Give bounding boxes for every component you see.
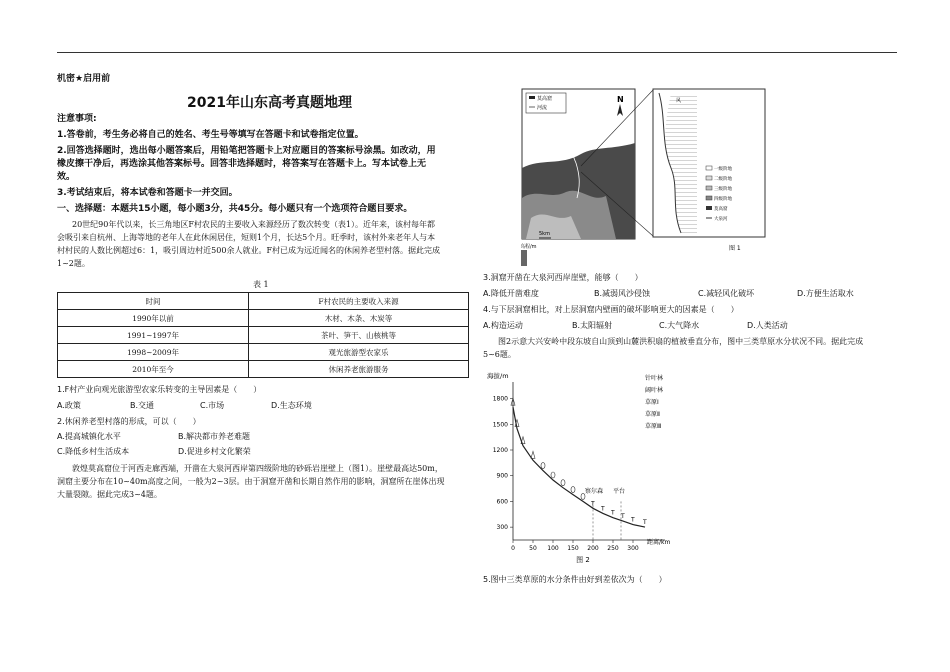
figure1-svg	[521, 88, 767, 268]
figure2-svg	[483, 368, 693, 573]
broadleaf-marker	[571, 487, 575, 493]
conifer-marker	[531, 451, 535, 458]
table-cell: 木材、木条、木炭等	[249, 310, 469, 327]
secret-label: 机密★启用前	[57, 74, 111, 84]
passage3-line1: 图2示意大兴安岭中段东坡自山顶到山麓洪积扇的植被垂直分布，图中三类草原水分状况不同。据此完成	[498, 337, 864, 346]
zoom-legend-label: 四级阶地	[714, 197, 732, 202]
table-header-row	[58, 293, 469, 310]
grassland-marker: T	[631, 516, 635, 524]
note-2c: 效。	[57, 172, 76, 182]
legend-label: 草原Ⅱ	[645, 411, 660, 418]
q3-option-b[interactable]: B.减弱风沙侵蚀	[594, 289, 651, 298]
note-1: 1.答卷前，考生务必将自己的姓名、考生号等填写在答题卡和试卷指定位置。	[57, 130, 364, 140]
chart-title: 图 2	[576, 556, 590, 564]
passage1-line2: 会吸引来自杭州、上海等地的老年人在此休闲居住，短则1个月，长达5个月。旺季时，该村外来老年人与本	[57, 233, 436, 242]
table-cell: 1990年以前	[58, 310, 249, 327]
notes-heading: 注意事项:	[57, 114, 97, 124]
elevation-legend-bar	[521, 250, 527, 266]
zoom-legend-label: 莫高窟	[714, 207, 728, 212]
q4-option-a[interactable]: A.构造运动	[483, 321, 523, 330]
table-cell: 2010年至今	[58, 361, 249, 378]
annotation-label: 平台	[613, 487, 626, 495]
zoom-legend-swatch	[706, 166, 712, 170]
q3-stem: 3.洞窟开凿在大泉河西岸崖壁，能够（ ）	[483, 273, 643, 282]
figure1-caption: 图 1	[729, 245, 741, 252]
x-tick-label: 0	[511, 545, 515, 552]
passage1-line4: 1~2题。	[57, 259, 90, 268]
river-legend-label: 河流	[537, 105, 548, 111]
table-cell: 观光旅游型农家乐	[249, 344, 469, 361]
q1-option-a[interactable]: A.政策	[57, 401, 81, 410]
q4-option-b[interactable]: B.太阳辐射	[572, 321, 613, 330]
grassland-marker: T	[601, 505, 605, 513]
q2-option-b[interactable]: B.解决都市养老难题	[178, 432, 251, 441]
q1-option-d[interactable]: D.生态环境	[271, 401, 312, 410]
elevation-legend-label: 高程/m	[521, 244, 537, 250]
grassland-marker: T	[611, 509, 615, 517]
grotto-legend-label: 莫高窟	[537, 96, 553, 102]
zoom-legend-label: 三级阶地	[714, 187, 732, 192]
q3-option-a[interactable]: A.降低开凿难度	[483, 289, 539, 298]
table-row	[58, 327, 469, 344]
legend-label: 草原Ⅲ	[645, 423, 662, 430]
figure1	[521, 88, 767, 268]
q1-option-b[interactable]: B.交通	[130, 401, 155, 410]
zoom-legend-label: 大泉河	[714, 217, 728, 222]
q5-stem: 5.图中三类草原的水分条件由好到差依次为（ ）	[483, 575, 667, 584]
y-axis-label: 海拔/m	[487, 372, 509, 380]
passage1-line1: 20世纪90年代以来，长三角地区F村农民的主要收入来源经历了数次转变（表1）。近年来，该村每年都	[72, 220, 435, 229]
x-tick-label: 150	[567, 545, 579, 552]
q1-stem: 1.F村产业向观光旅游型农家乐转变的主导因素是（ ）	[57, 385, 262, 394]
grassland-marker: T	[621, 513, 625, 521]
income-table	[57, 292, 469, 378]
grotto-legend-icon	[529, 96, 535, 99]
scale-label: 5km	[539, 231, 550, 237]
zoom-legend-label: 二级阶地	[714, 177, 732, 182]
y-tick-label: 600	[496, 498, 508, 506]
table-cell: 1998~2009年	[58, 344, 249, 361]
q3-option-c[interactable]: C.减轻风化破坏	[698, 289, 755, 298]
y-tick-label: 900	[496, 472, 508, 480]
table-header-income: F村农民的主要收入来源	[249, 293, 469, 310]
y-tick-label: 1200	[492, 447, 508, 454]
table1-caption: 表 1	[253, 280, 269, 289]
x-tick-label: 300	[627, 545, 639, 552]
q4-option-c[interactable]: C.大气降水	[659, 321, 700, 330]
q2-option-c[interactable]: C.降低乡村生活成本	[57, 447, 130, 456]
q2-stem: 2.休闲养老型村落的形成，可以（ ）	[57, 417, 201, 426]
legend-label: 阔叶林	[645, 387, 664, 394]
x-axis-label: 距离/km	[647, 539, 671, 546]
note-2a: 2.回答选择题时，选出每小题答案后，用铅笔把答题卡上对应题目的答案标号涂黑。如改动，用	[57, 146, 436, 156]
y-tick-label: 300	[496, 524, 508, 532]
table-header-time: 时间	[58, 293, 249, 310]
grassland-marker: T	[643, 519, 647, 527]
terrain-profile-line	[513, 407, 645, 527]
q2-option-a[interactable]: A.提高城镇化水平	[57, 432, 121, 441]
passage2-line1: 敦煌莫高窟位于河西走廊西端，开凿在大泉河西岸第四级阶地的砂砾岩崖壁上（图1）。崖壁最高达50m，	[72, 464, 443, 473]
zoom-wind-label: 风	[676, 98, 682, 104]
zoom-legend-swatch	[706, 206, 712, 210]
legend-label: 针叶林	[645, 375, 664, 382]
passage2-line2: 洞窟主要分布在10~40m高度之间，一般为2~3层。由于洞窟开凿和长期自然作用的影响，洞窟所在崖体出现	[57, 477, 445, 486]
passage2-line3: 大量裂隙。据此完成3~4题。	[57, 490, 162, 499]
table-cell: 1991~1997年	[58, 327, 249, 344]
grassland-marker: T	[591, 500, 595, 508]
passage3-line2: 5~6题。	[483, 350, 516, 359]
note-3: 3.考试结束后，将本试卷和答题卡一并交回。	[57, 188, 238, 198]
x-tick-label: 50	[529, 545, 537, 552]
table-row	[58, 361, 469, 378]
table-cell: 休闲养老旅游服务	[249, 361, 469, 378]
annotation-label: 察尔森	[585, 487, 604, 495]
map-wind-label: 风	[569, 146, 575, 152]
q4-option-d[interactable]: D.人类活动	[747, 321, 788, 330]
zoom-legend-swatch	[706, 176, 712, 180]
q4-stem: 4.与下层洞窟相比，对上层洞窟内壁画的破坏影响更大的因素是（ ）	[483, 305, 739, 314]
q3-option-d[interactable]: D.方便生活取水	[797, 289, 854, 298]
zoom-legend-label: 一级阶地	[714, 167, 732, 172]
x-tick-label: 250	[607, 545, 619, 552]
paper-title: 2021年山东高考真题地理	[187, 95, 352, 111]
y-tick-label: 1800	[492, 395, 508, 403]
header-rule	[57, 52, 897, 53]
north-arrow-label: N	[617, 95, 624, 104]
broadleaf-marker	[551, 472, 555, 478]
y-tick-label: 1500	[492, 421, 508, 429]
zoom-legend-swatch	[706, 186, 712, 190]
table-row	[58, 310, 469, 327]
zoom-legend-swatch	[706, 196, 712, 200]
q1-option-c[interactable]: C.市场	[200, 401, 225, 410]
section-heading: 一、选择题：本题共15小题，每小题3分，共45分。每小题只有一个选项符合题目要求。	[57, 204, 413, 214]
passage1-line3: 村村民的人数比例超过6：1，吸引周边村近500余人就业。F村已成为远近闻名的休闲养老型村落。据此完成	[57, 246, 440, 255]
table-cell: 茶叶、笋干、山核桃等	[249, 327, 469, 344]
figure2-chart	[483, 368, 693, 573]
legend-label: 草原Ⅰ	[645, 399, 659, 406]
x-tick-label: 100	[547, 545, 559, 552]
broadleaf-marker	[561, 480, 565, 486]
broadleaf-marker	[541, 463, 545, 469]
x-tick-label: 200	[587, 545, 599, 552]
table-row	[58, 344, 469, 361]
note-2b: 橡皮擦干净后，再选涂其他答案标号。回答非选择题时，将答案写在答题卡上。写本试卷上无	[57, 159, 427, 169]
q2-option-d[interactable]: D.促进乡村文化繁荣	[178, 447, 251, 456]
